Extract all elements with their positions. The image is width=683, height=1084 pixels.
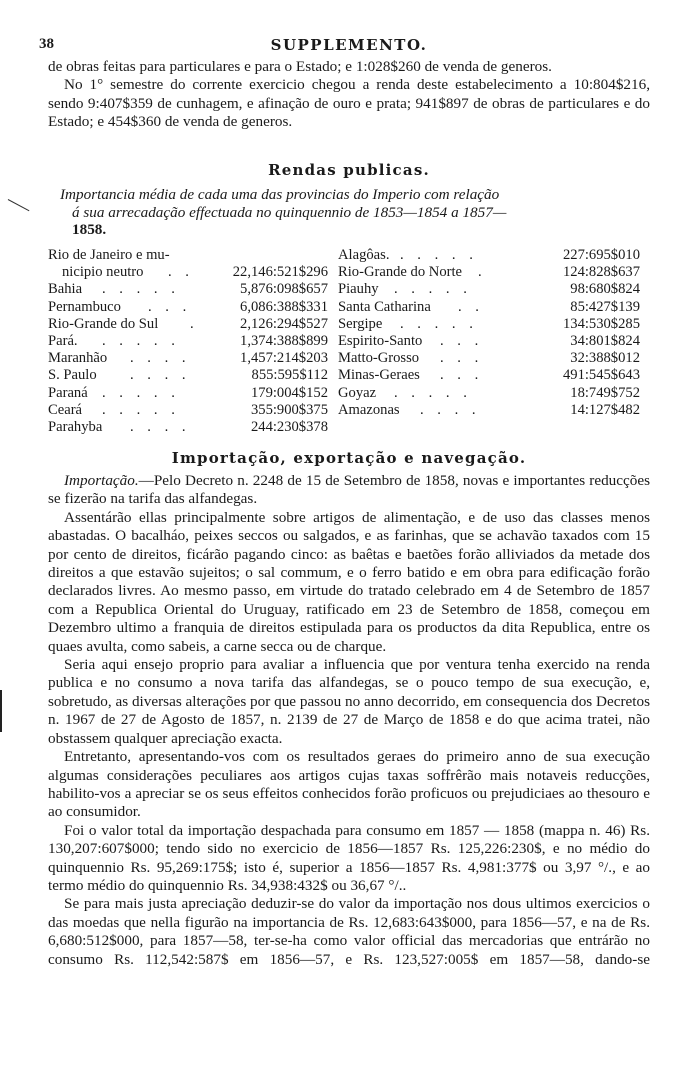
- table-row: Bahia . . . . . 5,876:098$657: [48, 281, 328, 298]
- table-row: Rio-Grande do Sul . 2,126:294$527: [48, 315, 328, 332]
- intro-block: [48, 58, 650, 132]
- table-row: Sergipe . . . . . 134:530$285: [338, 315, 640, 332]
- table-row: Maranhão . . . . 1,457:214$203: [48, 350, 328, 367]
- intro-paragraph: No 1° semestre do corrente exercicio chegou a renda deste estabelecimento a 10:804$216, sendo 9:407$359 de cunhagem, e afinação de ouro e prata; 941$897 de obras de particulares e do Estado; e 454$360 de venda de generos.: [48, 76, 650, 131]
- table-row: Ceará . . . . . 355:900$375: [48, 401, 328, 418]
- caption-year: 1858.: [72, 221, 107, 239]
- table-column-right: [338, 247, 650, 419]
- table-column-left: [48, 247, 328, 436]
- table-row: Amazonas . . . . 14:127$482: [338, 401, 640, 418]
- paragraph-assentarao: Assentárão ellas principalmente sobre artigos de alimentação, e de uso das classes menos abastadas. O bacalháo, peixes seccos ou salgados, e as farinhas, que se achavão taxados com 15 por cento de direitos, ficárão pagando cinco: as baêtas e baetões forão alliviados da metade dos direitos a que estavão sujeitos; o sal commum, e o ferro batido e em obra para edificação forão declarados livres. Ao mesmo passo, em virtude do tratado celebrado em 4 de Setembro de 1857 com a Republica Oriental do Uruguay, ratificado em 23 de Setembro de 1858, começou em Dezembro ultimo a franquia de direitos estipulada para os productos da dita Republica, entre os quaes avulta, como sabeis, a carne secca ou de charque.: [48, 508, 650, 655]
- table-row: nicipio neutro . . 22,146:521$296: [62, 264, 328, 281]
- paragraph-deduzir: Se para mais justa apreciação deduzir-se do valor da importação nos dous ultimos exercicios o das moedas que nella figurão na importancia de Rs. 12,683:643$000, para 1856—57, e na de Rs. 6,680:512$000, para 1857—58, ter-se-ha como valor official das mercadorias que entrárão no consumo Rs. 112,542:587$ em 1856—57, e Rs. 123,527:005$ em 1857—58, dando-se: [48, 895, 650, 968]
- table-row: Santa Catharina . . 85:427$139: [338, 298, 640, 315]
- paragraph-lead-importacao: Importação.: [64, 472, 139, 489]
- table-row: Parahyba . . . . 244:230$378: [48, 418, 328, 435]
- caption-line-2: á sua arrecadação effectuada no quinquennio de 1853—1854 a 1857—: [72, 203, 507, 221]
- table-row: Rio-Grande do Norte . 124:828$637: [338, 264, 640, 281]
- section-title-importacao: Importação, exportação e navegação.: [171, 449, 527, 467]
- table-caption: [48, 186, 650, 239]
- table-row: Paraná . . . . . 179:004$152: [48, 384, 328, 401]
- table-row: Pernambuco . . . 6,086:388$331: [48, 298, 328, 315]
- paragraph-seria: Seria aqui ensejo proprio para avaliar a influencia que por ventura tenha exercido na renda publica e no consumo a nova tarifa das alfandegas, se o pouco tempo de sua execução, e, sobretudo, as diversas alterações por que passou no anno decorrido, em consequencia dos Decretos n. 1967 de 27 de Agosto de 1857, n. 2139 de 27 de Março de 1858 e do que acima tratei, não obstassem qualquer apreciação exacta.: [48, 656, 650, 747]
- section-rendas-publicas: [48, 160, 650, 239]
- scan-edge-mark: [0, 690, 2, 732]
- page-number: 38: [39, 36, 54, 52]
- paragraph-valor-total: Foi o valor total da importação despachada para consumo em 1857 — 1858 (mappa n. 46) Rs. 130,207:607$000; tendo sido no exercicio de 1856—1857 Rs. 125,226:230$, e no médio do quinquennio Rs. 95,269:175$; isto é, superior a 1856—1857 Rs. 4,981:377$ ou 3,97 °/., e ao termo médio do quinquennio Rs. 34,938:432$ ou 36,67 °/..: [48, 821, 650, 894]
- table-row: Matto-Grosso . . . 32:388$012: [338, 350, 640, 367]
- table-row: Minas-Geraes . . . 491:545$643: [338, 367, 640, 384]
- section-title-rendas: Rendas publicas.: [268, 161, 430, 179]
- intro-continuation: de obras feitas para particulares e para o Estado; e 1:028$260 de venda de generos.: [48, 58, 552, 75]
- table-row: Rio de Janeiro e mu-: [48, 247, 170, 263]
- table-row: Alagôas. . . . . . 227:695$010: [338, 247, 640, 263]
- paragraph-entretanto: Entretanto, apresentando-vos com os resultados geraes do primeiro anno de sua execução algumas considerações peculiares aos artigos cujas taxas soffrêrão mais notaveis reducções, habilito-vos a apreciar se os seus effeitos conhecidos forão proficuos ou prejudiciaes ao thesouro e ao consumidor.: [48, 748, 650, 821]
- margin-pen-mark: [8, 199, 30, 211]
- paragraph-decreto: Importação.—Pelo Decreto n. 2248 de 15 de Setembro de 1858, novas e importantes reducções se fizerão na tarifa das alfandegas.: [48, 472, 650, 508]
- table-row: Goyaz . . . . . 18:749$752: [338, 384, 640, 401]
- table-row: Piauhy . . . . . 98:680$824: [338, 281, 640, 298]
- section-importacao: [48, 448, 650, 969]
- table-row: S. Paulo . . . . 855:595$112: [48, 367, 328, 384]
- running-title: SUPPLEMENTO.: [270, 36, 428, 54]
- page-header: [39, 36, 650, 56]
- table-row: Espirito-Santo . . . 34:801$824: [338, 332, 640, 349]
- table-row: Pará. . . . . . 1,374:388$899: [48, 332, 328, 349]
- caption-line-1: Importancia média de cada uma das provincias do Imperio com relação: [60, 186, 500, 203]
